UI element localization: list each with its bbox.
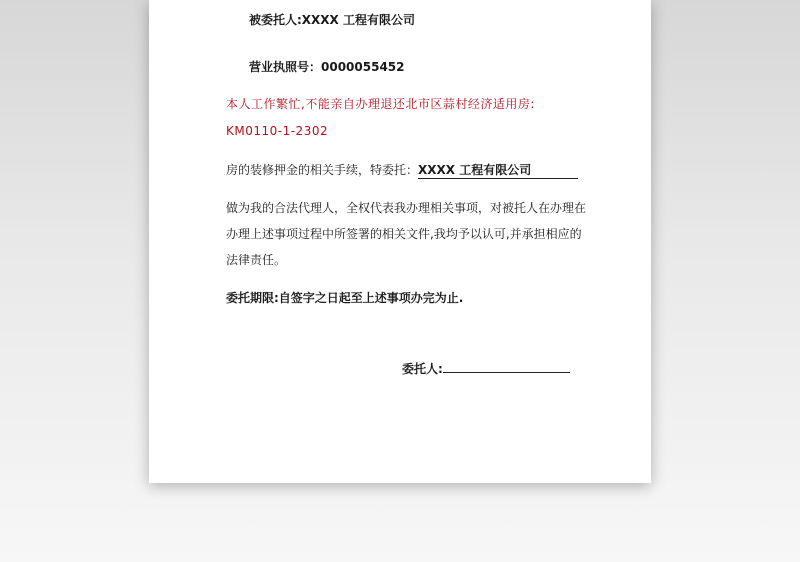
paragraph-line-3: 法律责任。 <box>226 253 287 267</box>
document-page <box>149 0 651 483</box>
trustee-line: 被委托人:XXXX 工程有限公司 <box>249 13 415 27</box>
license-number-line: 营业执照号：0000055452 <box>249 60 405 74</box>
signature-line <box>402 360 570 377</box>
entrust-prefix: 房的装修押金的相关手续，特委托： <box>226 163 419 177</box>
signer-label: 委托人: <box>402 362 443 376</box>
paragraph-line-1: 做为我的合法代理人，全权代表我办理相关事项，对被托人在办理在 <box>226 201 587 215</box>
signature-blank <box>443 360 570 373</box>
term-line: 委托期限:自签字之日起至上述事项办完为止. <box>226 291 464 305</box>
notice-line-1: 本人工作繁忙,不能亲自办理退还北市区蒜村经济适用房: <box>226 97 535 111</box>
entrust-line <box>226 162 578 179</box>
paragraph-line-2: 办理上述事项过程中所签署的相关文件,我均予以认可,并承担相应的 <box>226 227 582 241</box>
entrust-company: XXXX 工程有限公司 <box>418 162 578 179</box>
notice-line-2: KM0110-1-2302 <box>226 124 329 138</box>
